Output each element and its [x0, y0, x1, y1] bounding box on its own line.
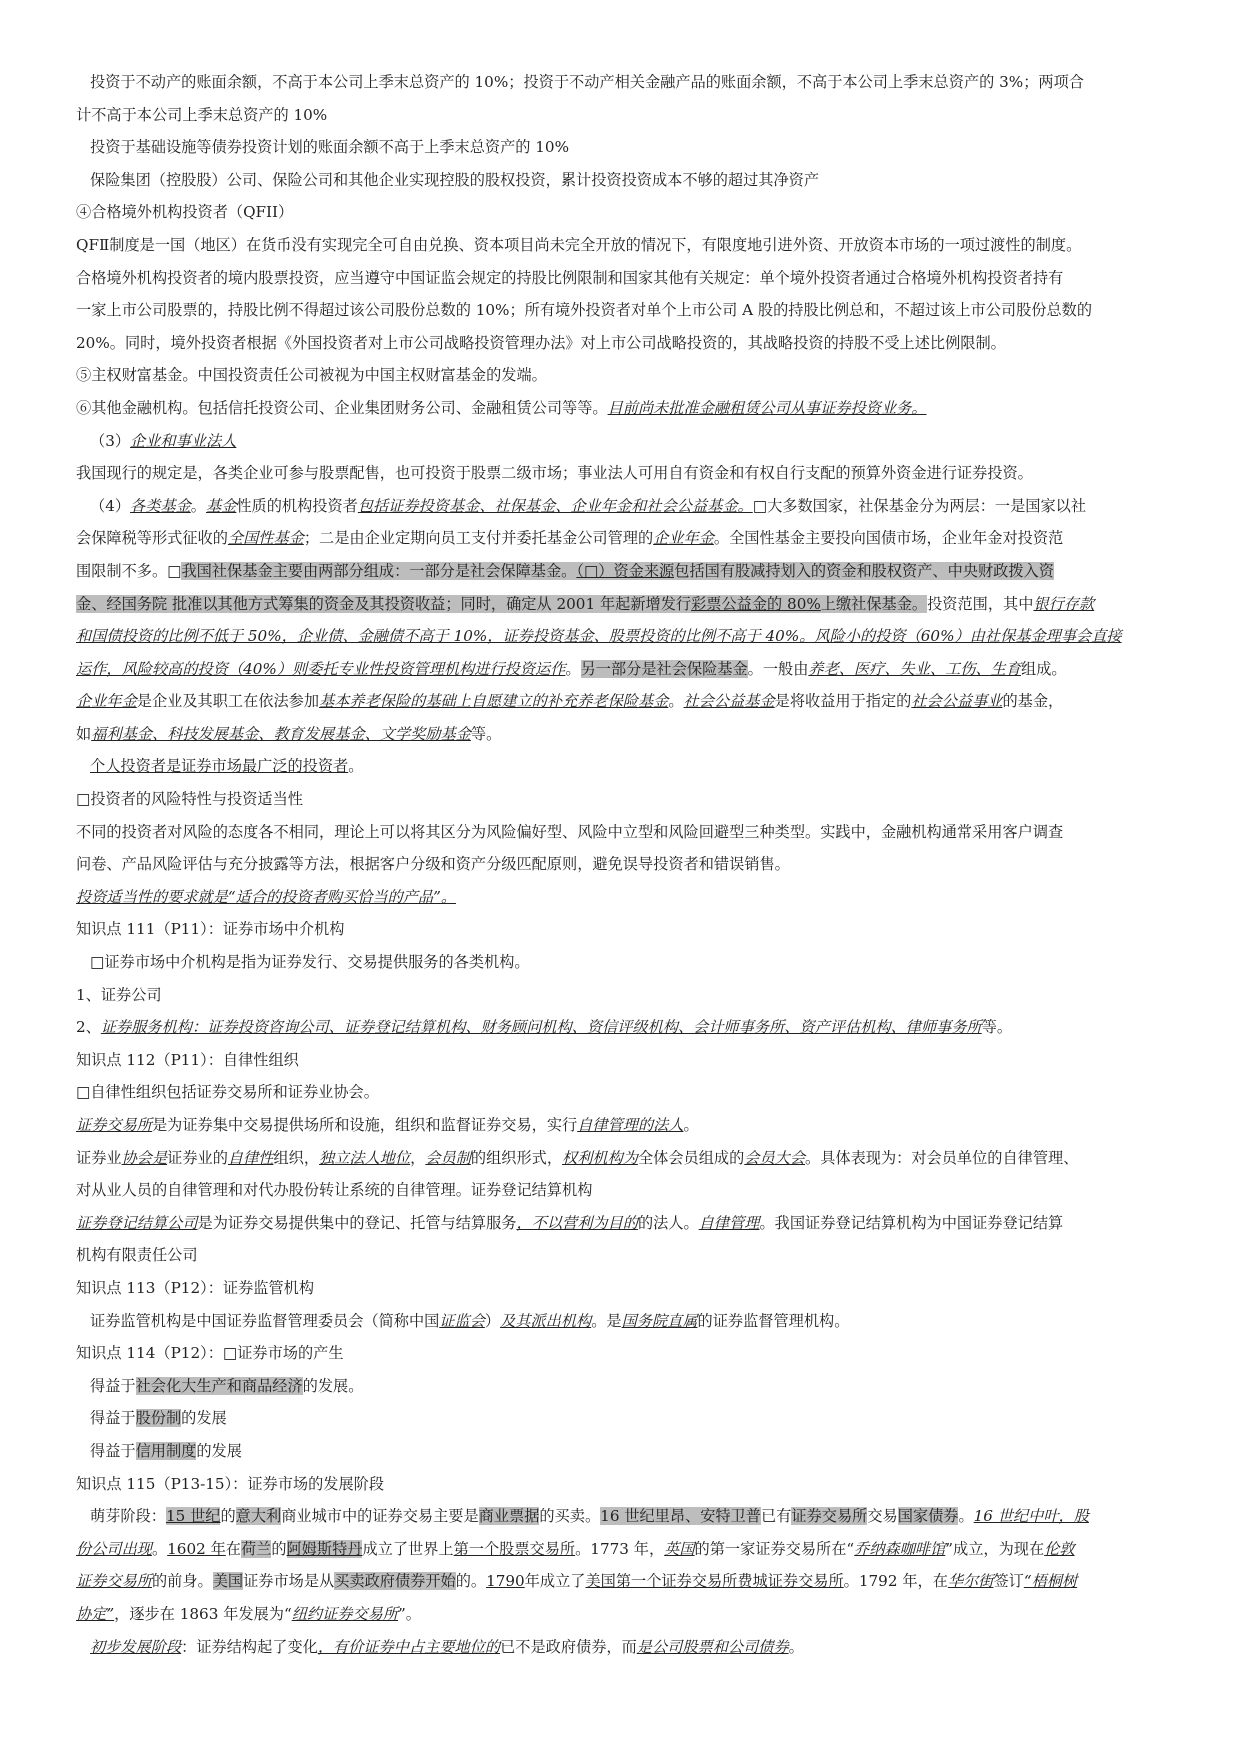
- highlight-run: （□）资金来源: [576, 561, 675, 580]
- line-18: [76, 620, 1176, 653]
- text-run: 。: [668, 692, 684, 711]
- text-run: 美国第一个证券交易所费城证券交易所: [585, 1572, 844, 1591]
- text-run: 福利基金、科技发展基金、教育发展基金、文学奖励基金: [91, 724, 471, 743]
- text-run: ④合格境外机构投资者（QFII）: [76, 203, 294, 222]
- text-run: 组织，: [273, 1148, 319, 1167]
- text-run: 国务院直属: [621, 1311, 698, 1330]
- highlight-run: 意大利: [235, 1507, 282, 1526]
- line-48: [76, 1598, 1176, 1631]
- text-run: 是公司股票和公司债券: [636, 1637, 789, 1656]
- text-run: ⑥其他金融机构。包括信托投资公司、企业集团财务公司、金融租赁公司等等。: [76, 398, 608, 417]
- line-37: [76, 1239, 1176, 1272]
- text-run: ”。: [398, 1604, 421, 1623]
- line-11: [76, 392, 1176, 425]
- highlight-run: 社会化大生产和商品经济: [135, 1376, 303, 1395]
- text-run: 基金: [205, 496, 237, 515]
- text-run: 计不高于本公司上季末总资产的 10%: [76, 105, 328, 124]
- text-run: 已不是政府债券，而: [500, 1637, 637, 1656]
- text-run: 的证券监督管理机构。: [697, 1311, 850, 1330]
- highlight-run: 我国社保基金主要由两部分组成：一部分是社会保障基金。: [181, 561, 577, 580]
- text-run: 协会是: [121, 1148, 168, 1167]
- text-run: 一家上市公司股票的，持股比例不得超过该公司股份总数的 10%；所有境外投资者对单个上市公司 A 股的持股比例总和，不超过该上市公司股份总数的: [76, 301, 1093, 320]
- line-12: [76, 425, 1176, 458]
- line-32: [76, 1076, 1176, 1109]
- text-run: 证券登记结算公司: [76, 1213, 198, 1232]
- text-run: 1602 年: [167, 1539, 226, 1558]
- text-run: 权利机构为: [562, 1148, 638, 1167]
- highlight-run: 15 世纪: [165, 1507, 221, 1526]
- text-run: 基本养老保险的基础上自愿建立的补充养老保险基金: [319, 692, 669, 711]
- text-run: 英国: [664, 1539, 695, 1558]
- text-run: 得益于: [90, 1409, 136, 1428]
- text-run: □自律性组织包括证券交易所和证券业协会。: [76, 1083, 379, 1102]
- text-run: 的第一家证券交易所在“: [694, 1539, 855, 1558]
- text-run: 的法人。: [637, 1213, 699, 1232]
- text-run: □投资者的风险特性与投资适当性: [76, 790, 303, 809]
- text-run: 第一个股票交易所: [453, 1539, 576, 1558]
- text-run: 的: [220, 1507, 236, 1526]
- highlight-run: 股份制: [135, 1409, 182, 1428]
- text-run: 。: [565, 659, 581, 678]
- text-run: 的发展: [181, 1409, 227, 1428]
- text-run: ，: [410, 1148, 426, 1167]
- text-run: 自律性: [227, 1148, 274, 1167]
- text-run: 及其派出机构: [500, 1311, 592, 1330]
- text-run: 的买卖。: [539, 1507, 601, 1526]
- line-45: [76, 1500, 1176, 1533]
- text-run: 签订: [993, 1572, 1024, 1591]
- text-run: 份公司出现: [76, 1539, 152, 1558]
- line-15: [76, 522, 1176, 555]
- text-run: 证券业的: [167, 1148, 228, 1167]
- highlight-run: 彩票公益金的 80%: [691, 594, 821, 613]
- line-7: [76, 262, 1176, 295]
- text-run: 个人投资者是证券市场最广泛的投资者: [90, 757, 349, 776]
- text-run: 。: [151, 1539, 168, 1558]
- text-run: 的发展: [196, 1441, 242, 1460]
- text-run: 等。: [981, 1018, 1013, 1037]
- highlight-run: 商业票据: [478, 1507, 540, 1526]
- text-run: 银行存款: [1033, 594, 1095, 613]
- text-run: 的组织形式，: [470, 1148, 562, 1167]
- text-run: 知识点 112（P11）：自律性组织: [76, 1050, 299, 1069]
- highlight-run: 荷兰: [240, 1539, 272, 1558]
- document-page: [76, 66, 1176, 1663]
- text-run: 证券监管机构是中国证券监督管理委员会（简称中国: [90, 1311, 440, 1330]
- highlight-run: 16 世纪里昂、安特卫普: [600, 1507, 761, 1526]
- line-47: [76, 1565, 1176, 1598]
- text-run: 。是: [591, 1311, 622, 1330]
- text-run: 是将收益用于指定的: [774, 692, 912, 711]
- text-run: 保险集团（控股股）公司、保险公司和其他企业实现控股的股权投资，累计投资投资成本不够的超过其净资产: [90, 170, 819, 189]
- line-17: [76, 588, 1176, 621]
- text-run: 全国性基金: [227, 529, 304, 548]
- text-run: 知识点 113（P12）：证券监管机构: [76, 1278, 315, 1297]
- text-run: 萌芽阶段：: [90, 1507, 166, 1526]
- text-run: 投资范围，其中: [927, 594, 1034, 613]
- text-run: ，有价证券中占主要地位的: [317, 1637, 501, 1656]
- text-run: 组成。: [1021, 659, 1067, 678]
- text-run: 伦敦: [1044, 1539, 1075, 1558]
- highlight-run: 美国: [212, 1572, 244, 1591]
- text-run: 。我国证券登记结算机构为中国证券登记结算: [759, 1213, 1064, 1232]
- text-run: ”成立，为现在: [945, 1539, 1045, 1558]
- line-16: [76, 555, 1176, 588]
- text-run: 企业和事业法人: [130, 431, 237, 450]
- text-run: 的。: [455, 1572, 487, 1591]
- text-run: 目前尚未批准金融租赁公司从事证券投资业务。: [607, 398, 927, 417]
- text-run: （4）: [90, 496, 131, 515]
- text-run: 年成立了: [524, 1572, 586, 1591]
- text-run: 知识点 111（P11）：证券市场中介机构: [76, 920, 345, 939]
- text-run: 证券交易所: [76, 1116, 152, 1134]
- text-run: 各类基金: [130, 496, 191, 515]
- text-run: 。1792 年，在: [843, 1572, 948, 1591]
- line-20: [76, 685, 1176, 718]
- text-run: 会员制: [425, 1148, 471, 1167]
- text-run: 交易: [867, 1507, 898, 1526]
- text-run: 证券市场是从: [243, 1572, 335, 1591]
- text-run: 企业年金: [653, 529, 714, 548]
- text-run: 我国现行的规定是，各类企业可参与股票配售，也可投资于股票二级市场；事业法人可用自有资金和有权自行支配的预算外资金进行证券投资。: [76, 464, 1033, 483]
- text-run: 。: [348, 757, 364, 776]
- text-run: 证券交易所: [76, 1572, 152, 1591]
- text-run: 是企业及其职工在依法参加: [136, 692, 319, 711]
- text-run: 。: [190, 496, 206, 515]
- text-run: 会员大会: [744, 1148, 805, 1167]
- text-run: 初步发展阶段: [90, 1637, 182, 1656]
- text-run: 机构有限责任公司: [76, 1246, 198, 1265]
- text-run: 围限制不多。□: [76, 561, 182, 580]
- line-40: [76, 1337, 1176, 1370]
- highlight-run: 国家债券: [897, 1507, 959, 1526]
- text-run: 乔纳森咖啡馆: [854, 1539, 946, 1558]
- line-21: [76, 718, 1176, 751]
- text-run: 包括证券投资基金、社保基金、企业年金和社会公益基金。: [357, 496, 753, 515]
- line-34: [76, 1142, 1176, 1175]
- text-run: 。1773 年，: [575, 1539, 665, 1558]
- line-6: [76, 229, 1176, 262]
- line-35: [76, 1174, 1176, 1207]
- text-run: 16 世纪中叶，股: [973, 1507, 1089, 1526]
- text-run: 投资于基础设施等债券投资计划的账面余额不高于上季末总资产的 10%: [90, 138, 570, 157]
- text-run: 如: [76, 724, 92, 743]
- line-8: [76, 294, 1176, 327]
- text-run: 知识点 114（P12）：□证券市场的产生: [76, 1344, 344, 1363]
- line-36: [76, 1207, 1176, 1240]
- text-run: 1、证券公司: [76, 985, 162, 1004]
- text-run: 的发展。: [302, 1376, 364, 1395]
- line-28: [76, 946, 1176, 979]
- text-run: 得益于: [90, 1376, 136, 1395]
- text-run: 得益于: [90, 1441, 136, 1460]
- line-13: [76, 457, 1176, 490]
- line-9: [76, 327, 1176, 360]
- line-29: [76, 979, 1176, 1012]
- text-run: 的: [271, 1539, 287, 1558]
- text-run: ，不以营利为目的: [516, 1213, 638, 1232]
- text-run: 协定”: [76, 1604, 115, 1623]
- line-23: [76, 783, 1176, 816]
- highlight-run: 证券交易所: [791, 1507, 868, 1526]
- line-10: [76, 359, 1176, 392]
- line-25: [76, 848, 1176, 881]
- line-43: [76, 1435, 1176, 1468]
- text-run: 性质的机构投资者: [236, 496, 358, 515]
- line-38: [76, 1272, 1176, 1305]
- text-run: 养老、医疗、失业、工伤、生育: [808, 659, 1022, 678]
- line-24: [76, 816, 1176, 849]
- line-42: [76, 1402, 1176, 1435]
- text-run: 证券业: [76, 1148, 122, 1167]
- line-4: [76, 164, 1176, 197]
- text-run: 全体会员组成的: [637, 1148, 745, 1167]
- text-run: ⑤主权财富基金。中国投资责任公司被视为中国主权财富基金的发端。: [76, 366, 547, 385]
- text-run: 。: [958, 1507, 974, 1526]
- highlight-run: 上缴社保基金。: [820, 594, 928, 613]
- text-run: ）: [484, 1311, 501, 1330]
- line-33: [76, 1109, 1176, 1142]
- highlight-run: 买卖政府债券开始: [334, 1572, 456, 1591]
- text-run: 自律管理的法人: [577, 1116, 684, 1134]
- line-46: [76, 1533, 1176, 1566]
- line-22: [76, 750, 1176, 783]
- text-run: （3）: [90, 431, 131, 450]
- text-run: 投资适当性的要求就是“适合的投资者购买恰当的产品”。: [76, 887, 457, 906]
- text-run: ；二是由企业定期向员工支付并委托基金公司管理的: [303, 529, 654, 548]
- text-run: 会保障税等形式征收的: [76, 529, 228, 548]
- highlight-run: 另一部分是社会保险基金: [580, 659, 748, 678]
- text-run: 的基金，: [1002, 692, 1064, 711]
- text-run: 。: [788, 1637, 804, 1656]
- text-run: 1790: [486, 1572, 525, 1591]
- text-run: 的前身。: [151, 1572, 213, 1591]
- text-run: 纽约证券交易所: [291, 1604, 399, 1623]
- text-run: 华尔街: [947, 1572, 994, 1591]
- text-run: 社会公益基金: [683, 692, 775, 711]
- line-39: [76, 1305, 1176, 1338]
- text-run: 。一般由: [747, 659, 809, 678]
- text-run: 已有: [761, 1507, 792, 1526]
- line-26: [76, 881, 1176, 914]
- text-run: 成立了世界上: [362, 1539, 454, 1558]
- text-run: 是为证券集中交易提供场所和设施，组织和监督证券交易，实行: [151, 1116, 578, 1134]
- text-run: 运作，风险较高的投资（40%）则委托专业性投资管理机构进行投资运作: [76, 659, 566, 678]
- text-run: 证监会: [439, 1311, 485, 1330]
- text-run: QFⅡ制度是一国（地区）在货币没有实现完全可自由兑换、资本项目尚未完全开放的情况下，有限度地引进外资、开放资本市场的一项过渡性的制度。: [76, 235, 1082, 254]
- text-run: 投资于不动产的账面余额，不高于本公司上季末总资产的 10%；投资于不动产相关金融产品的账面余额，不高于本公司上季末总资产的 3%；两项合: [90, 73, 1084, 91]
- line-44: [76, 1468, 1176, 1501]
- text-run: 商业城市中的证券交易主要是: [281, 1507, 479, 1526]
- text-run: 证券服务机构：证券投资咨询公司、证券登记结算机构、财务顾问机构、资信评级机构、会计师事务所、资产评估机构、律师事务所: [100, 1018, 982, 1037]
- text-run: 社会公益事业: [911, 692, 1003, 711]
- text-run: 和国债投资的比例不低于 50%，企业债、金融债不高于 10%，证券投资基金、股票投资的比例不高于 40%。风险小的投资（60%）由社保基金理事会直接: [76, 627, 1122, 646]
- line-49: [76, 1631, 1176, 1664]
- highlight-run: 信用制度: [135, 1441, 197, 1460]
- text-run: □大多数国家，社保基金分为两层：一是国家以社: [752, 496, 1087, 515]
- text-run: 对从业人员的自律管理和对代办股份转让系统的自律管理。证券登记结算机构: [76, 1181, 593, 1200]
- text-run: 。全国性基金主要投向国债市场，企业年金对投资范: [713, 529, 1064, 548]
- text-run: 。: [683, 1116, 699, 1134]
- line-3: [76, 131, 1176, 164]
- line-14: [76, 490, 1176, 523]
- text-run: □证券市场中介机构是指为证券发行、交易提供服务的各类机构。: [90, 953, 530, 972]
- line-31: [76, 1044, 1176, 1077]
- line-2: [76, 99, 1176, 132]
- text-run: ：证券结构起了变化: [181, 1637, 318, 1656]
- text-run: “梧桐树: [1023, 1572, 1078, 1591]
- line-27: [76, 913, 1176, 946]
- highlight-run: 金、经国务院 批准以其他方式筹集的资金及其投资收益；同时，确定从 2001 年起新增发行: [76, 594, 692, 613]
- text-run: 20%。同时，境外投资者根据《外国投资者对上市公司战略投资管理办法》对上市公司战略投资的，其战略投资的持股不受上述比例限制。: [76, 333, 1006, 352]
- text-run: 不同的投资者对风险的态度各不相同，理论上可以将其区分为风险偏好型、风险中立型和风险回避型三种类型。实践中，金融机构通常采用客户调查: [76, 822, 1064, 841]
- text-run: 自律管理: [698, 1213, 760, 1232]
- text-run: 企业年金: [76, 692, 137, 711]
- text-run: 知识点 115（P13-15）：证券市场的发展阶段: [76, 1474, 385, 1493]
- text-run: 独立法人地位: [319, 1148, 411, 1167]
- text-run: ，逐步在 1863 年发展为“: [114, 1604, 292, 1623]
- line-30: [76, 1011, 1176, 1044]
- line-5: [76, 196, 1176, 229]
- text-run: 合格境外机构投资者的境内股票投资，应当遵守中国证监会规定的持股比例限制和国家其他有关规定：单个境外投资者通过合格境外机构投资者持有: [76, 268, 1064, 287]
- text-run: 在: [225, 1539, 241, 1558]
- line-1: [76, 66, 1176, 99]
- line-41: [76, 1370, 1176, 1403]
- line-19: [76, 653, 1176, 686]
- highlight-run: 包括国有股减持划入的资金和股权资产、中央财政拨入资: [674, 561, 1054, 580]
- text-run: 等。: [470, 724, 502, 743]
- text-run: 是为证券交易提供集中的登记、托管与结算服务: [197, 1213, 517, 1232]
- text-run: 。具体表现为：对会员单位的自律管理、: [805, 1148, 1079, 1167]
- text-run: 2、: [76, 1018, 101, 1037]
- text-run: 问卷、产品风险评估与充分披露等方法，根据客户分级和资产分级匹配原则，避免误导投资者和错误销售。: [76, 855, 790, 874]
- highlight-run: 阿姆斯特丹: [286, 1539, 363, 1558]
